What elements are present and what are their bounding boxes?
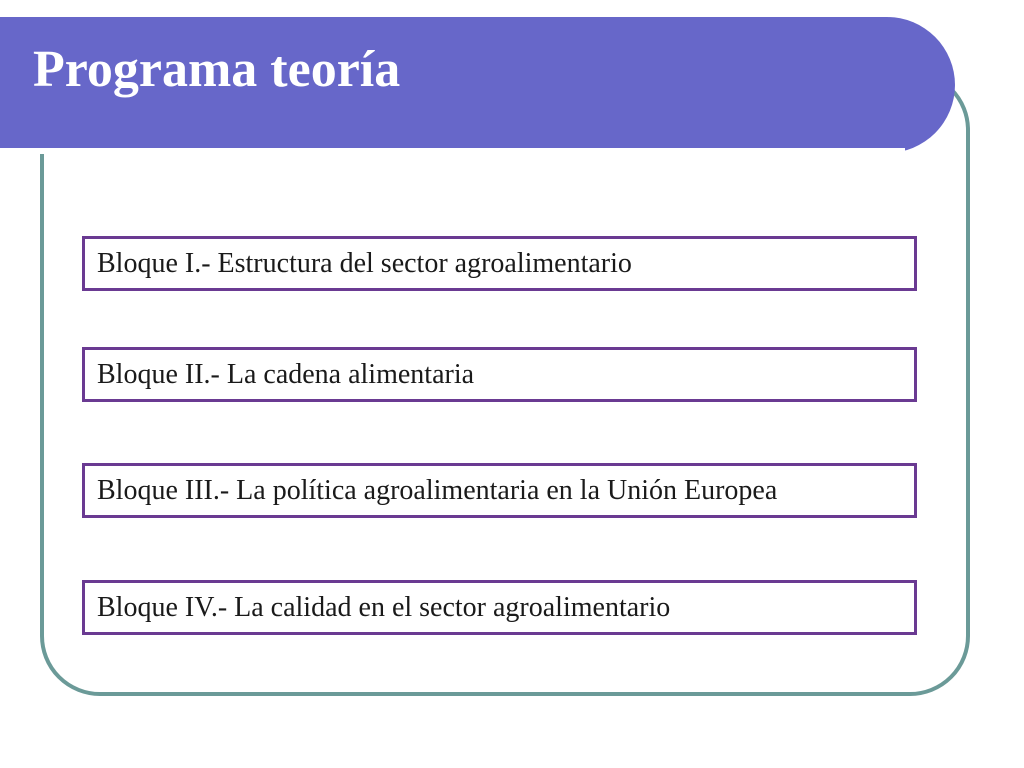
title-underline — [0, 148, 905, 154]
block-3: Bloque III.- La política agroalimentaria en la Unión Europea — [82, 463, 917, 518]
block-2: Bloque II.- La cadena alimentaria — [82, 347, 917, 402]
block-4: Bloque IV.- La calidad en el sector agroalimentario — [82, 580, 917, 635]
block-1: Bloque I.- Estructura del sector agroalimentario — [82, 236, 917, 291]
slide-title: Programa teoría — [33, 41, 401, 98]
